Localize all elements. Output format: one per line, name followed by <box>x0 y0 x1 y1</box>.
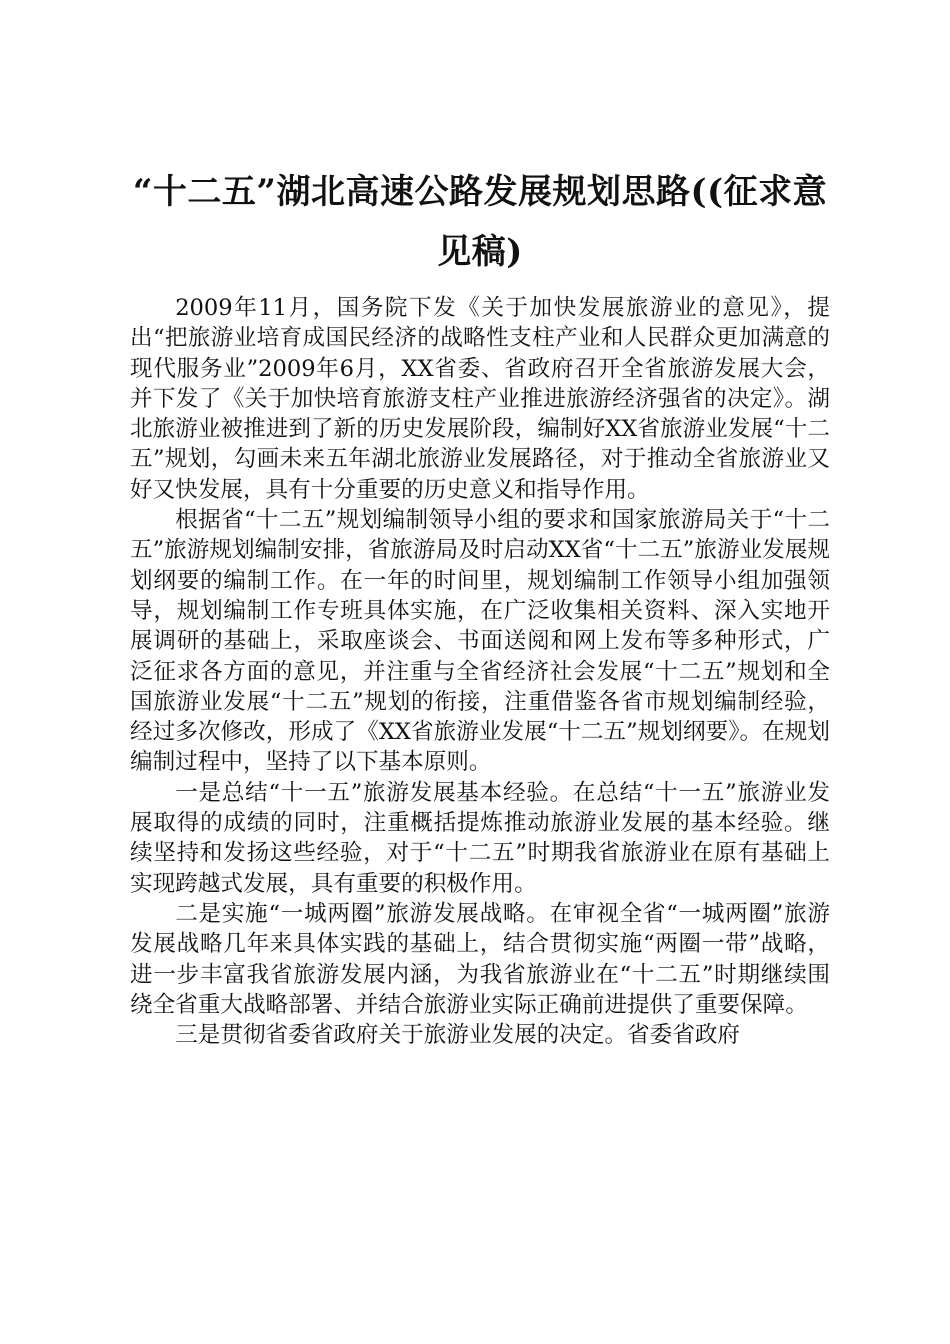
document-body <box>130 293 830 1050</box>
paragraph-planning-process: 根据省“十二五”规划编制领导小组的要求和国家旅游局关于“十二五”旅游规划编制安排，省旅游局及时启动XX省“十二五”旅游业发展规划纲要的编制工作。在一年的时间里，规划编制工作领导小组加强领导，规划编制工作专班具体实施，在广泛收集相关资料、深入实地开展调研的基础上，采取座谈会、书面送阅和网上发布等多种形式，广泛征求各方面的意见，并注重与全省经济社会发展“十二五”规划和全国旅游业发展“十二五”规划的衔接，注重借鉴各省市规划编制经验，经过多次修改，形成了《XX省旅游业发展“十二五”规划纲要》。在规划编制过程中，坚持了以下基本原则。 <box>130 507 830 776</box>
paragraph-principle-two: 二是实施“一城两圈”旅游发展战略。在审视全省“一城两圈”旅游发展战略几年来具体实践的基础上，结合贯彻实施“两圈一带”战略，进一步丰富我省旅游发展内涵，为我省旅游业在“十二五”时期继续围绕全省重大战略部署、并结合旅游业实际正确前进提供了重要保障。 <box>130 900 830 1018</box>
paragraph-principle-three: 三是贯彻省委省政府关于旅游业发展的决定。省委省政府 <box>175 1022 741 1049</box>
document-title: “十二五”湖北高速公路发展规划思路((征求意见稿) <box>132 172 828 272</box>
paragraph-principle-one: 一是总结“十一五”旅游发展基本经验。在总结“十一五”旅游业发展取得的成绩的同时，注重概括提炼推动旅游业发展的基本经验。继续坚持和发扬这些经验，对于“十二五”时期我省旅游业在原有基础上实现跨越式发展，具有重要的积极作用。 <box>130 779 830 897</box>
paragraph-intro: 2009年11月，国务院下发《关于加快发展旅游业的意见》，提出“把旅游业培育成国民经济的战略性支柱产业和人民群众更加满意的现代服务业”2009年6月，XX省委、省政府召开全省旅游发展大会，并下发了《关于加快培育旅游支柱产业推进旅游经济强省的决定》。湖北旅游业被推进到了新的历史发展阶段，编制好XX省旅游业发展“十二五”规划，勾画未来五年湖北旅游业发展路径，对于推动全省旅游业又好又快发展，具有十分重要的历史意义和指导作用。 <box>130 295 830 503</box>
